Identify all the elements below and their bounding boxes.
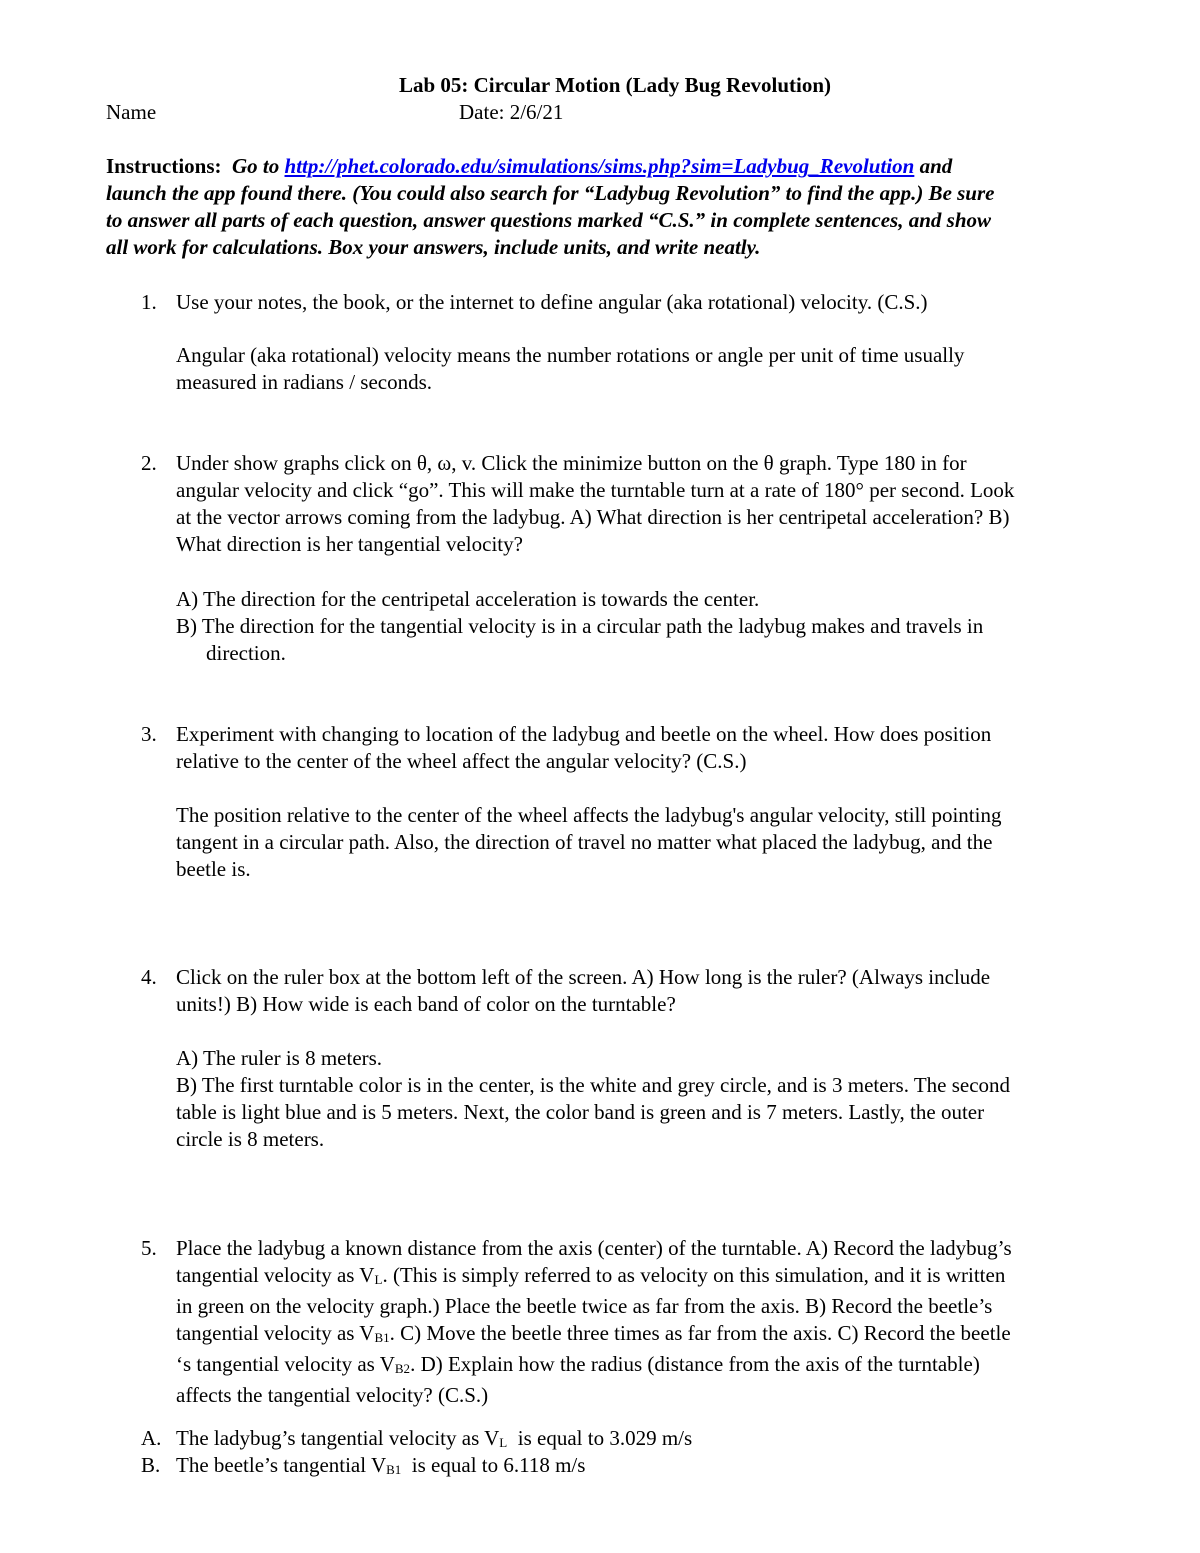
text-segment: tangential velocity as V <box>176 1321 375 1345</box>
answer-2 <box>176 586 983 667</box>
answer-line: direction. <box>206 641 286 665</box>
answer-line: beetle is. <box>176 857 251 881</box>
question-text: units!) B) How wide is each band of color on the turntable? <box>176 992 676 1016</box>
question-text: in green on the velocity graph.) Place the beetle twice as far from the axis. B) Record the beetle’s <box>176 1294 993 1318</box>
question-text: Under show graphs click on θ, ω, v. Click the minimize button on the θ graph. Type 180 in for <box>176 451 967 475</box>
question-number: 2. <box>141 451 157 475</box>
instructions-label: Instructions: <box>106 154 222 178</box>
text-segment: ‘s tangential velocity as V <box>176 1352 395 1376</box>
answer-letter: A. <box>141 1426 162 1450</box>
instructions-line-4: all work for calculations. Box your answers, include units, and write neatly. <box>106 235 761 259</box>
question-text <box>176 1351 1012 1382</box>
instructions <box>106 153 1136 261</box>
answer-line: Angular (aka rotational) velocity means the number rotations or angle per unit of time usually <box>176 343 965 367</box>
text-segment: The beetle’s tangential V <box>176 1453 387 1477</box>
question-text: angular velocity and click “go”. This will make the turntable turn at a rate of 180° per second. Look <box>176 478 1015 502</box>
text-segment: . D) Explain how the radius (distance from the axis of the turntable) <box>410 1352 980 1376</box>
question-number: 4. <box>141 965 157 989</box>
question-number: 1. <box>141 290 157 314</box>
question-text: Use your notes, the book, or the internet to define angular (aka rotational) velocity. (C.S.) <box>176 290 928 314</box>
text-segment: . C) Move the beetle three times as far from the axis. C) Record the beetle <box>389 1321 1011 1345</box>
answer-line: tangent in a circular path. Also, the direction of travel no matter what placed the ladybug, and the <box>176 830 993 854</box>
answer-line: B) The direction for the tangential velocity is in a circular path the ladybug makes and travels in <box>176 614 984 638</box>
subscript: B1 <box>374 1330 390 1345</box>
question-text: relative to the center of the wheel affect the angular velocity? (C.S.) <box>176 749 747 773</box>
instructions-after-link: and <box>919 154 953 178</box>
question-text <box>176 1320 1012 1351</box>
text-segment: is equal to 3.029 m/s <box>507 1426 693 1450</box>
question-text: What direction is her tangential velocity? <box>176 532 523 556</box>
answer-4 <box>176 1045 1010 1153</box>
question-number: 5. <box>141 1236 157 1260</box>
answer-line: table is light blue and is 5 meters. Next, the color band is green and is 7 meters. Lastly, the outer <box>176 1100 985 1124</box>
question-text: at the vector arrows coming from the ladybug. A) What direction is her centripetal acceleration? B) <box>176 505 1010 529</box>
date-label: Date: 2/6/21 <box>459 100 564 124</box>
subscript: L <box>374 1272 383 1287</box>
instructions-line-2: launch the app found there. (You could also search for “Ladybug Revolution” to find the app.) Be sure <box>106 181 995 205</box>
subscript: B1 <box>386 1462 402 1477</box>
answer-line: measured in radians / seconds. <box>176 370 433 394</box>
answer-letter: B. <box>141 1453 161 1477</box>
question-number: 3. <box>141 722 157 746</box>
instructions-line-3: to answer all parts of each question, answer questions marked “C.S.” in complete sentences, and show <box>106 208 992 232</box>
text-segment: tangential velocity as V <box>176 1263 375 1287</box>
question-text: Place the ladybug a known distance from the axis (center) of the turntable. A) Record the ladybug’s <box>176 1236 1012 1260</box>
subscript: L <box>499 1435 508 1450</box>
question-text: affects the tangential velocity? (C.S.) <box>176 1383 489 1407</box>
page-title: Lab 05: Circular Motion (Lady Bug Revolution) <box>398 73 832 97</box>
question-text: Click on the ruler box at the bottom left of the screen. A) How long is the ruler? (Always include <box>176 965 991 989</box>
question-text <box>176 1262 1012 1293</box>
text-segment: . (This is simply referred to as velocity on this simulation, and it is written <box>382 1263 1006 1287</box>
answer-1 <box>176 342 964 396</box>
name-label: Name <box>106 100 157 124</box>
phet-link[interactable]: http://phet.colorado.edu/simulations/sims.php?sim=Ladybug_Revolution <box>284 154 915 178</box>
answer-line: circle is 8 meters. <box>176 1127 325 1151</box>
subscript: B2 <box>394 1361 411 1376</box>
answer-line: A) The direction for the centripetal acceleration is towards the center. <box>176 587 760 611</box>
answer-line: The position relative to the center of the wheel affects the ladybug's angular velocity, still pointing <box>176 803 1002 827</box>
answer-3 <box>176 802 1001 883</box>
question-text: Experiment with changing to location of the ladybug and beetle on the wheel. How does position <box>176 722 992 746</box>
instructions-go-to: Go to <box>232 154 280 178</box>
answer-line: B) The first turntable color is in the center, is the white and grey circle, and is 3 meters. The second <box>176 1073 1011 1097</box>
answer-line: A) The ruler is 8 meters. <box>176 1046 383 1070</box>
text-segment: The ladybug’s tangential velocity as V <box>176 1426 500 1450</box>
text-segment: is equal to 6.118 m/s <box>401 1453 586 1477</box>
